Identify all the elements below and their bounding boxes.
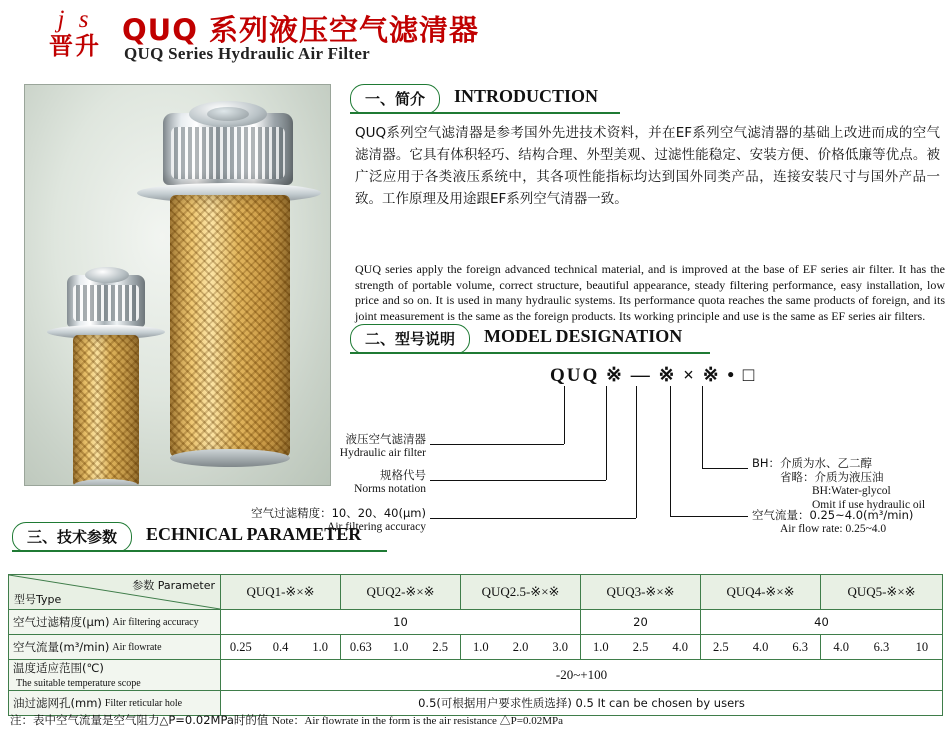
label-air-flow: BH：介质为水、乙二醇 省略：介质为液压油 BH:Water-glycol Omit if use hydraulic oil: [752, 456, 926, 511]
small-filter-base: [73, 479, 139, 486]
flowrate-cell-4: 1.0 2.5 4.0: [581, 635, 701, 660]
label-accuracy: 空气过滤精度：10、20、40(μm) Air filtering accuracy: [251, 506, 426, 533]
row-label-flowrate: 空气流量(m³/min) Air flowrate: [9, 635, 221, 660]
table-model-2: QUQ2-※×※: [341, 575, 461, 610]
table-row: [9, 635, 943, 660]
label-media: 空气流量：0.25~4.0(m³/min) Air flow rate: 0.25~4.0: [752, 508, 914, 535]
reticular-hole-value: 0.5(可根据用户要求性质选择) 0.5 It can be chosen by users: [221, 691, 943, 716]
section-introduction-cn: 一、简介: [350, 84, 440, 114]
table-model-6: QUQ5-※×※: [821, 575, 943, 610]
section-model-cn: 二、型号说明: [350, 324, 470, 354]
section-parameter-cn: 三、技术参数: [12, 522, 132, 552]
small-filter-mesh: [73, 335, 139, 486]
small-filter-cap: [67, 275, 145, 327]
table-model-4: QUQ3-※×※: [581, 575, 701, 610]
accuracy-value-2: 20: [581, 610, 701, 635]
section-heading-parameter: [12, 522, 361, 552]
table-model-1: QUQ1-※×※: [221, 575, 341, 610]
row-label-reticular-hole: 油过滤网孔(mm) Filter reticular hole: [9, 691, 221, 716]
model-code: QUQ ※ — ※ × ※ • □: [550, 365, 757, 386]
flowrate-cell-1: 0.25 0.4 1.0: [221, 635, 341, 660]
section-introduction-en: INTRODUCTION: [454, 86, 599, 106]
company-logo: [30, 6, 120, 59]
corner-type-label: 型号Type: [14, 593, 62, 606]
flowrate-cell-6: 4.0 6.3 10: [821, 635, 943, 660]
accuracy-value-3: 40: [701, 610, 943, 635]
table-note-en: Note：Air flowrate in the form is the air resistance △P=0.02MPa: [272, 715, 563, 727]
introduction-paragraph-cn: QUQ系列空气滤清器是参考国外先进技术资料，并在EF系列空气滤清器的基础上改进而成的空气滤清器。它具有体积轻巧、结构合理、外型美观、过滤性能稳定、安装方便、价格低廉等优点。被广泛应用于各类液压系统中，其各项性能指标均达到国外同类产品，连接安装尺寸与国外产品一致。工作原理及用途跟EF系列空气清器一致。: [355, 125, 940, 207]
large-filter-mesh: [170, 195, 290, 457]
page-title-en: QUQ Series Hydraulic Air Filter: [124, 44, 371, 63]
section-heading-model: [350, 324, 682, 354]
large-filter-cap: [163, 113, 293, 185]
label-product: 液压空气滤清器 Hydraulic air filter: [339, 432, 426, 459]
accuracy-value-1: 10: [221, 610, 581, 635]
table-model-3: QUQ2.5-※×※: [461, 575, 581, 610]
table-model-5: QUQ4-※×※: [701, 575, 821, 610]
row-label-accuracy: 空气过滤精度(μm) Air filtering accuracy: [9, 610, 221, 635]
flowrate-cell-3: 1.0 2.0 3.0: [461, 635, 581, 660]
table-header-row: [9, 575, 943, 610]
product-photo: [24, 84, 331, 486]
table-note: [10, 712, 563, 728]
section-parameter-en: ECHNICAL PARAMETER: [146, 524, 362, 544]
table-note-cn: 注：表中空气流量是空气阻力△P=0.02MPa时的值: [10, 713, 269, 727]
section-heading-introduction: [350, 84, 598, 114]
temperature-value: -20~+100: [221, 660, 943, 691]
logo-latin: j s: [57, 6, 93, 33]
corner-parameter-label: 参数 Parameter: [132, 579, 215, 592]
parameter-table: [8, 574, 942, 716]
flowrate-cell-2: 0.63 1.0 2.5: [341, 635, 461, 660]
table-row: [9, 660, 943, 691]
page-title-cn: QUQ 系列液压空气滤清器: [122, 13, 479, 47]
logo-chinese: 晋升: [49, 32, 101, 60]
section-model-en: MODEL DESIGNATION: [484, 326, 683, 346]
label-norms: 规格代号 Norms notation: [354, 468, 426, 495]
table-corner-cell: [9, 575, 221, 610]
flowrate-cell-5: 2.5 4.0 6.3: [701, 635, 821, 660]
table-row: [9, 610, 943, 635]
row-label-temperature: 温度适应范围(℃)The suitable temperature scope: [9, 660, 221, 691]
introduction-paragraph-en: QUQ series apply the foreign advanced technical material, and is improved at the base of EF series air filter. It has the strength of portable volume, correct structure, beautiful appearance, steady filtering performance, easy installation, low price and so on. It is used in many hydraulic systems. Its performance quota reaches the same products of foreign, and its joint measurement is the same as the foreign products. Its working principle and use is the same as EF series air filters.: [355, 262, 945, 323]
